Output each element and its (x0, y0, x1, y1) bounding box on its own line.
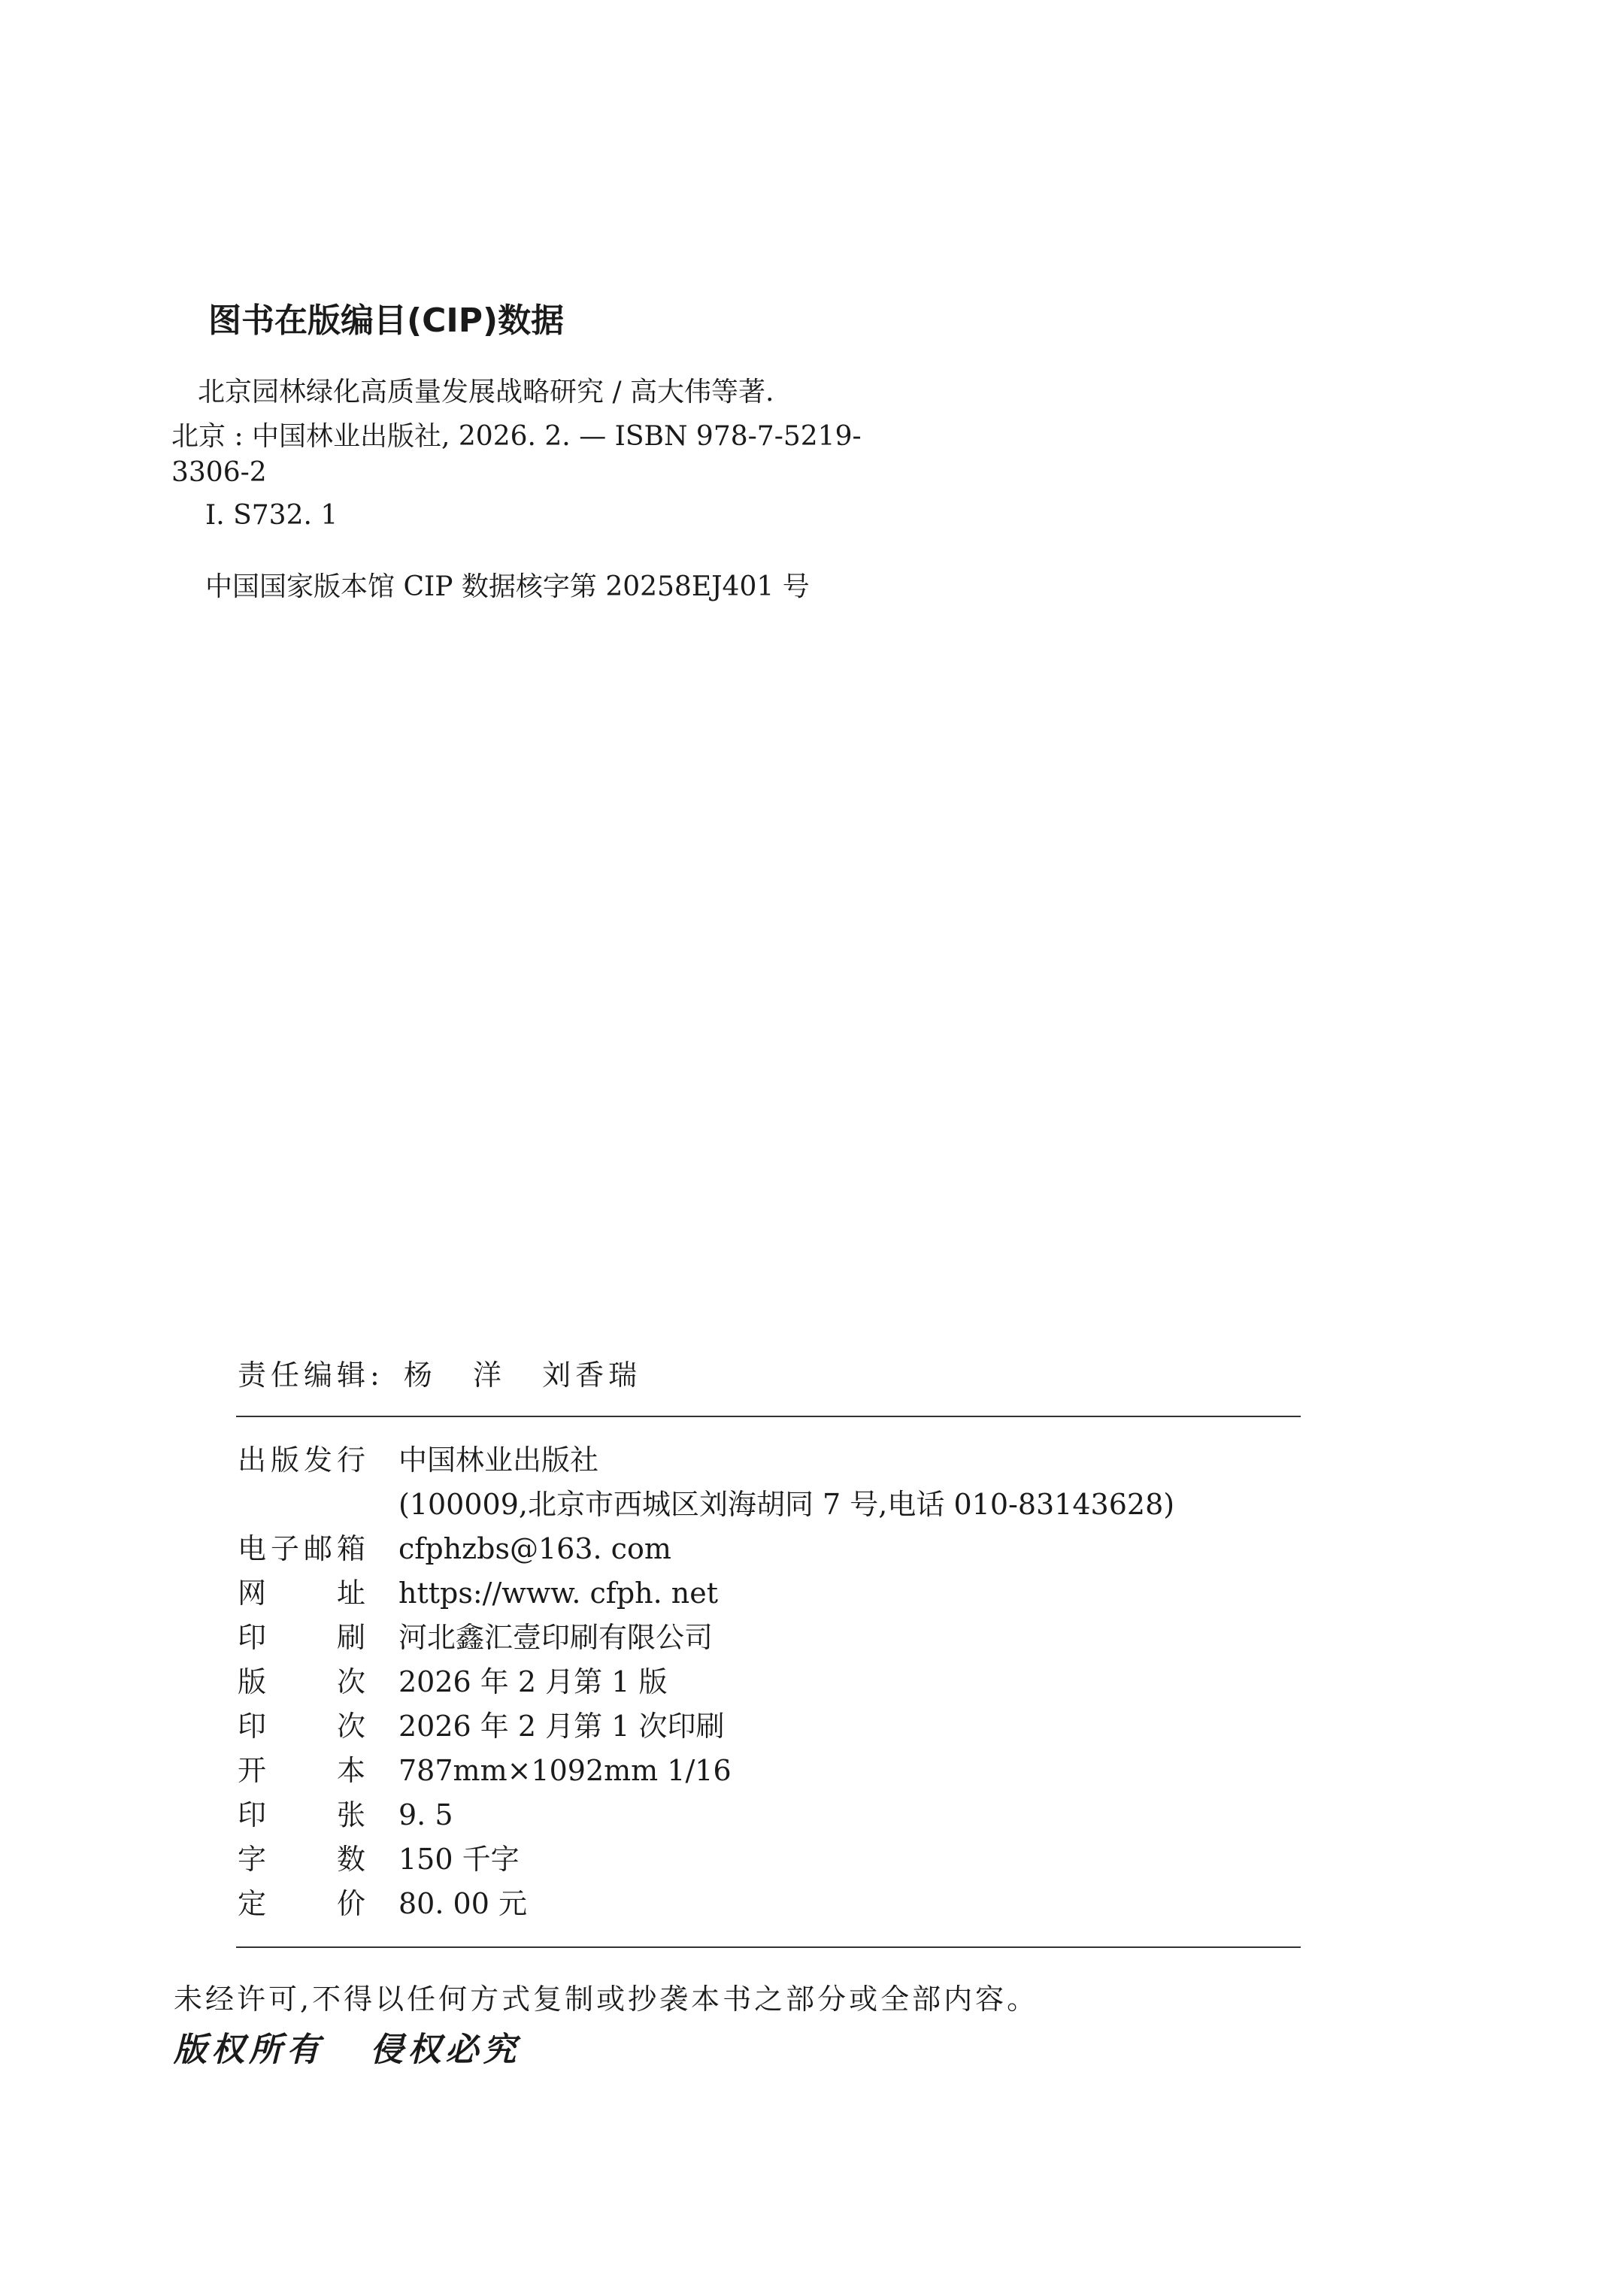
spec-label: 出 版 发 行 (238, 1443, 365, 1477)
spec-label: 印 张 (238, 1798, 365, 1831)
spec-value: 150 千字 (398, 1843, 520, 1876)
spec-value: 9. 5 (398, 1798, 453, 1831)
spec-label: 印 刷 (238, 1621, 365, 1654)
spec-label: 开 本 (238, 1754, 365, 1787)
cip-classification: Ⅰ. S732. 1 (205, 500, 338, 531)
responsible-editors (238, 1352, 641, 1393)
spec-label: 字 数 (238, 1843, 365, 1876)
spec-value: 河北鑫汇壹印刷有限公司 (398, 1621, 714, 1654)
top-divider (236, 1416, 1301, 1417)
cip-isbn-continuation: 3306-2 (171, 457, 267, 488)
spec-value: 2026 年 2 月第 1 次印刷 (398, 1710, 725, 1743)
spec-label: 印 次 (238, 1710, 365, 1743)
spec-value: cfphzbs@163. com (398, 1532, 671, 1565)
spec-value: 2026 年 2 月第 1 版 (398, 1665, 668, 1698)
spec-label: 电 子 邮 箱 (238, 1532, 365, 1565)
spec-value: 80. 00 元 (398, 1887, 527, 1920)
spec-label: 版 次 (238, 1665, 365, 1698)
copyright-notice: 未经许可,不得以任何方式复制或抄袭本书之部分或全部内容。 (174, 1983, 1039, 2016)
cip-book-title-line: 北京园林绿化高质量发展战略研究 / 高大伟等著. (198, 377, 774, 407)
all-rights-reserved: 版权所有 侵权必究 (174, 2031, 521, 2069)
spec-value: 中国林业出版社 (398, 1443, 599, 1477)
editor-names: 杨 洋 刘香瑞 (403, 1359, 642, 1392)
editor-label: 责任编辑: (238, 1359, 384, 1392)
spec-value: 787mm×1092mm 1/16 (398, 1754, 732, 1787)
spec-value: (100009,北京市西城区刘海胡同 7 号,电话 010-83143628) (398, 1488, 1175, 1521)
spec-label: 定 价 (238, 1887, 365, 1920)
cip-publisher-line: 北京 : 中国林业出版社, 2026. 2. — ISBN 978-7-5219- (171, 421, 862, 452)
spec-label: 网 址 (238, 1577, 365, 1610)
spec-value: https://www. cfph. net (398, 1577, 719, 1610)
bottom-divider (236, 1946, 1301, 1948)
cip-title: 图书在版编目(CIP)数据 (208, 301, 565, 340)
cip-record-number: 中国国家版本馆 CIP 数据核字第 20258EJ401 号 (205, 571, 810, 602)
